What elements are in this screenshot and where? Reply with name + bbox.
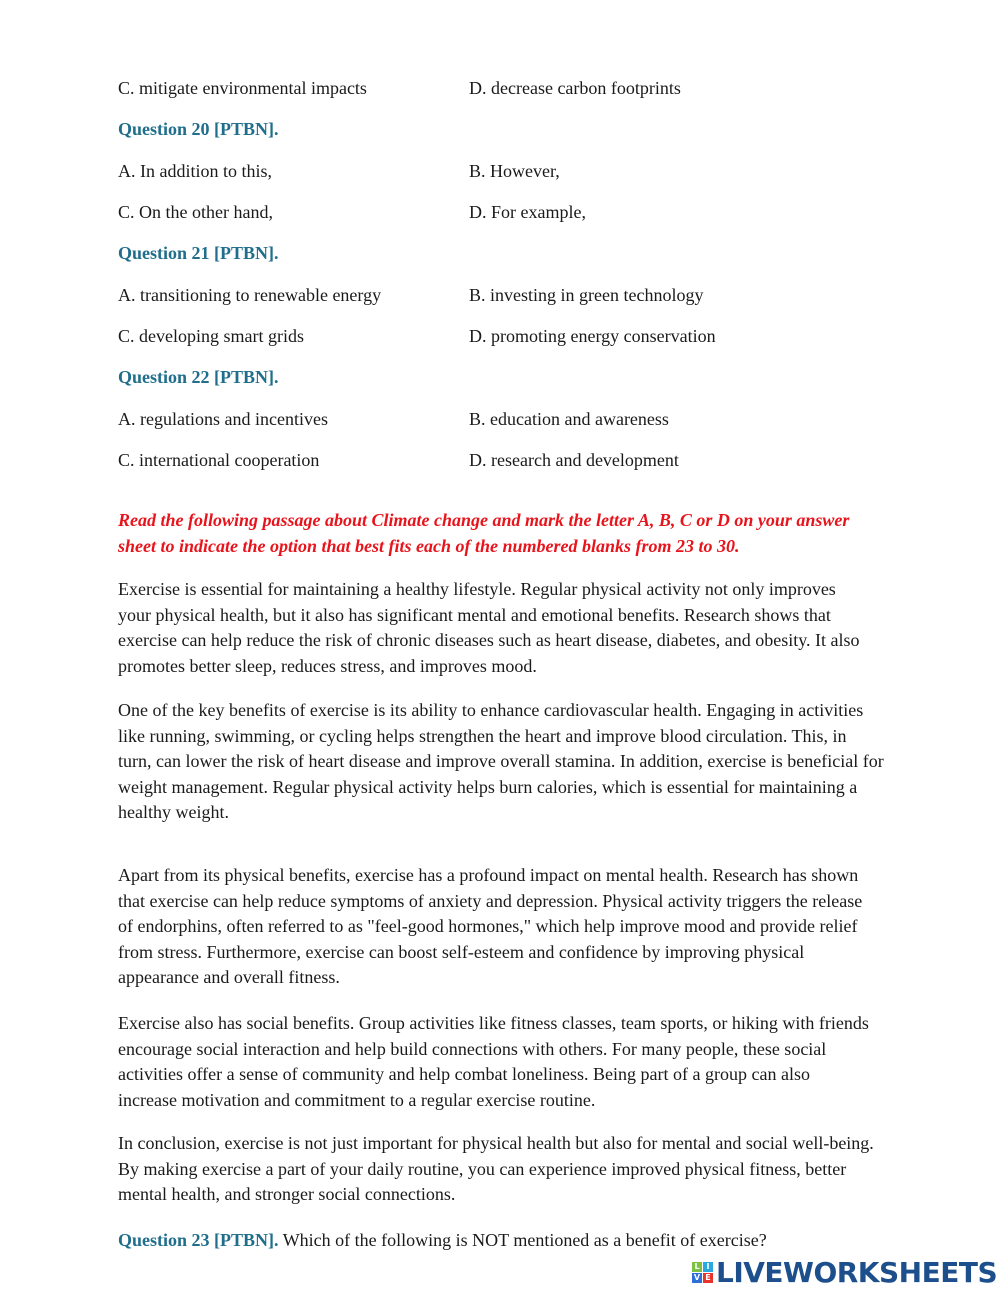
question-23-label: Question 23 [PTBN]. xyxy=(118,1230,279,1250)
line: weight management. Regular physical activity helps burn calories, which is essential for maintaining a xyxy=(118,776,858,797)
line: your physical health, but it also has significant mental and emotional benefits. Research shows that xyxy=(118,604,831,625)
question-20-label: Question 20 [PTBN]. xyxy=(118,119,279,139)
line: In conclusion, exercise is not just important for physical health but also for mental and social well-being. xyxy=(118,1133,874,1153)
question-21-label: Question 21 [PTBN]. xyxy=(118,243,279,263)
question-22-label: Question 22 [PTBN]. xyxy=(118,367,279,387)
option-22c: C. international cooperation xyxy=(118,450,320,470)
logo-tiles-icon xyxy=(692,1262,713,1283)
paragraph-3 xyxy=(118,863,862,991)
logo-tile: E xyxy=(703,1273,713,1283)
option-21d: D. promoting energy conservation xyxy=(469,326,716,346)
paragraph-4 xyxy=(118,1011,869,1113)
line: healthy weight. xyxy=(118,802,229,822)
line: from stress. Furthermore, exercise can boost self-esteem and confidence by improving physical xyxy=(118,941,805,962)
option-22a: A. regulations and incentives xyxy=(118,409,328,429)
line: Exercise is essential for maintaining a healthy lifestyle. Regular physical activity not only improves xyxy=(118,579,836,599)
paragraph-2 xyxy=(118,698,884,826)
question-23-text: Which of the following is NOT mentioned as a benefit of exercise? xyxy=(278,1230,767,1250)
paragraph-5 xyxy=(118,1131,874,1208)
option-19d: D. decrease carbon footprints xyxy=(469,78,681,98)
option-22d: D. research and development xyxy=(469,450,679,470)
liveworksheets-logo xyxy=(692,1256,997,1289)
line: appearance and overall fitness. xyxy=(118,967,340,987)
question-23 xyxy=(118,1228,767,1253)
option-20c: C. On the other hand, xyxy=(118,202,273,222)
instruction-line: sheet to indicate the option that best fits each of the numbered blanks from 23 to 30. xyxy=(118,535,740,556)
instruction-line: Read the following passage about Climate change and mark the letter A, B, C or D on your answer xyxy=(118,510,850,530)
option-21b: B. investing in green technology xyxy=(469,285,704,305)
line: turn, can lower the risk of heart disease and improve overall stamina. In addition, exercise is beneficial for xyxy=(118,751,884,771)
line: activities offer a sense of community and help combat loneliness. Being part of a group can also xyxy=(118,1064,810,1084)
option-20a: A. In addition to this, xyxy=(118,161,272,181)
line: Apart from its physical benefits, exercise has a profound impact on mental health. Research has shown xyxy=(118,865,859,885)
line: exercise can help reduce the risk of chronic diseases such as heart disease, diabetes, and obesity. It also xyxy=(118,630,860,650)
option-22b: B. education and awareness xyxy=(469,409,669,429)
line: By making exercise a part of your daily routine, you can experience improved physical fitness, better xyxy=(118,1158,847,1179)
logo-text: LIVEWORKSHEETS xyxy=(716,1256,998,1289)
option-19c: C. mitigate environmental impacts xyxy=(118,78,367,98)
line: like running, swimming, or cycling helps strengthen the heart and improve blood circulation. This, in xyxy=(118,725,847,746)
line: that exercise can help reduce symptoms of anxiety and depression. Physical activity triggers the release xyxy=(118,890,863,911)
line: One of the key benefits of exercise is its ability to enhance cardiovascular health. Engaging in activities xyxy=(118,700,864,720)
option-20d: D. For example, xyxy=(469,202,586,222)
paragraph-1 xyxy=(118,577,860,679)
line: encourage social interaction and help build connections with others. For many people, these social xyxy=(118,1038,827,1059)
line: increase motivation and commitment to a regular exercise routine. xyxy=(118,1089,596,1110)
logo-tile: I xyxy=(703,1262,713,1272)
logo-tile: L xyxy=(692,1262,702,1272)
option-21c: C. developing smart grids xyxy=(118,326,304,346)
line: mental health, and stronger social connections. xyxy=(118,1184,456,1204)
option-20b: B. However, xyxy=(469,161,560,181)
instruction xyxy=(118,508,849,559)
line: Exercise also has social benefits. Group activities like fitness classes, team sports, or hiking with friends xyxy=(118,1013,869,1033)
logo-tile: V xyxy=(693,1273,701,1282)
line: of endorphins, often referred to as "feel-good hormones," which help improve mood and provide relief xyxy=(118,916,858,936)
line: promotes better sleep, reduces stress, and improves mood. xyxy=(118,655,537,676)
option-21a: A. transitioning to renewable energy xyxy=(118,285,382,305)
